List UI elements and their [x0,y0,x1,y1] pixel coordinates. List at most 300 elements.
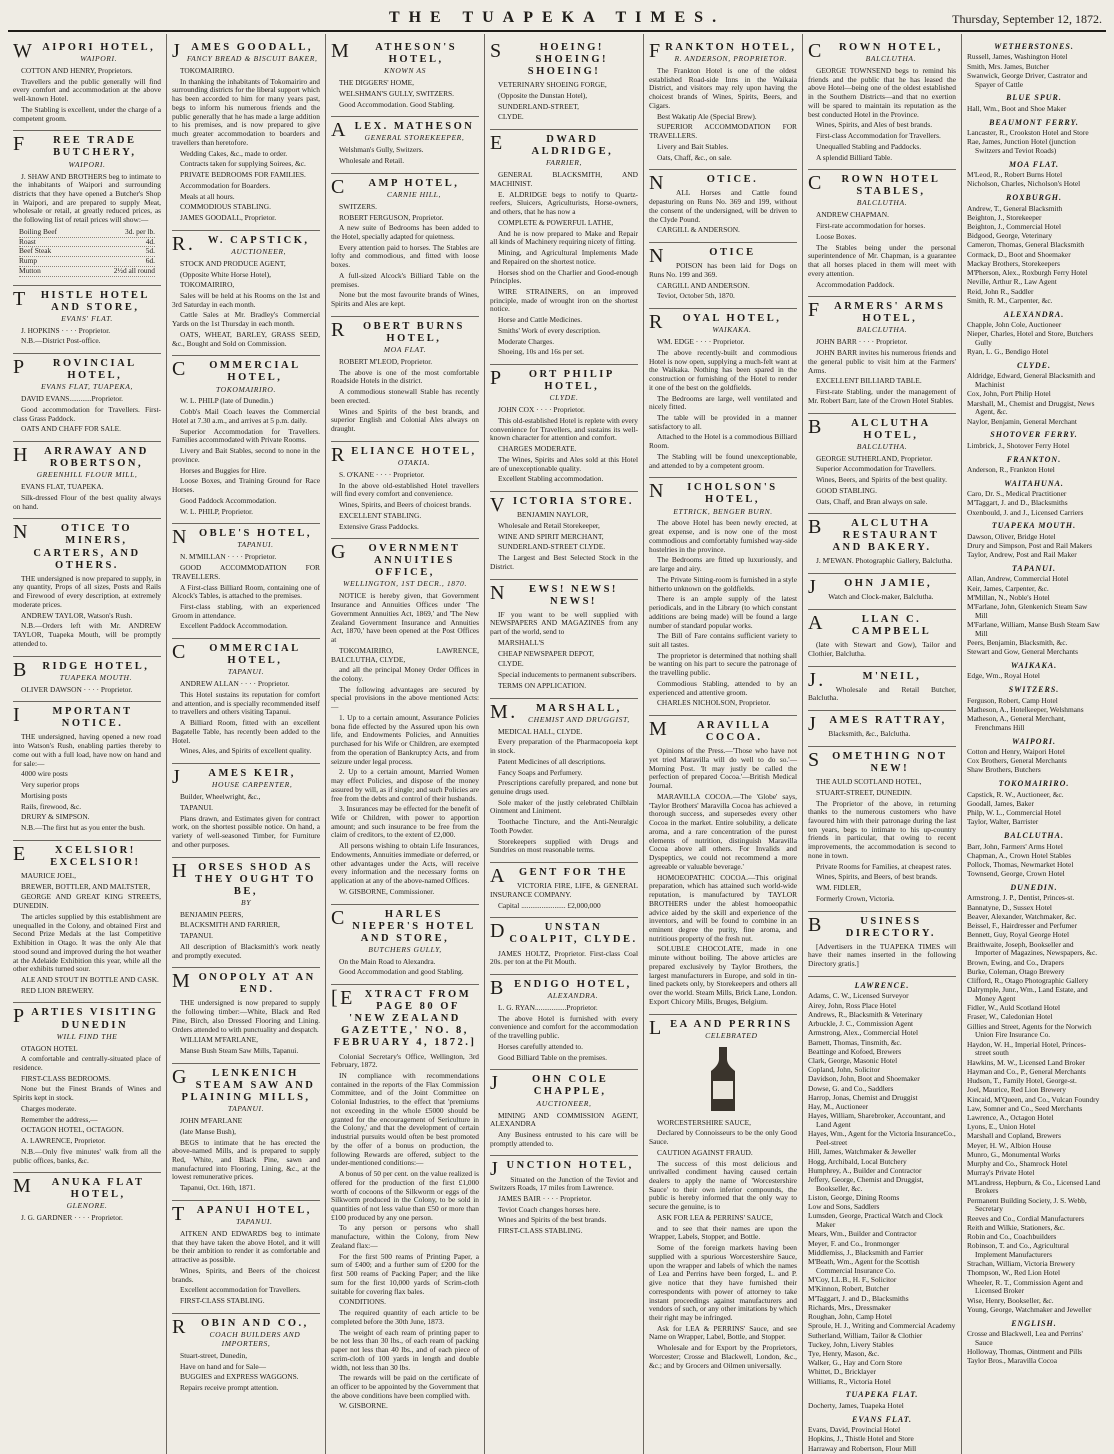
ad-text: Good Billiard Table on the premises. [498,1052,607,1062]
ad-text: Horses carefully attended to. [498,1041,583,1051]
advertisement [649,309,797,478]
directory-entry: Barnett, Thomas, Tinsmith, &c. [808,1037,902,1047]
masthead [8,6,1106,32]
ad-heading: JAMES KEIR, [172,766,296,789]
ad-heading: EDWARD ALDRIDGE, [490,132,614,158]
directory-section [967,193,1101,306]
ad-body [172,1352,320,1393]
ad-body [490,1176,638,1236]
advertisement [13,131,161,285]
ad-text: The articles supplied by this establishment are unequalled in the Colony, and obtained First and Second Prize Medals at the last Competitive Exhibition in Otago. It was the only Ale that stood sound and improved during the hot weather at the Adelaide Exhibition this year, while all the other exhibits turned sour. [13,911,161,974]
advertisement [808,610,956,667]
directory-entry: Naylor, Benjamin, General Merchant [967,416,1077,426]
ad-subheading: ALEXANDRA. [547,991,599,1001]
ad-text: VETERINARY SHOEING FORGE, [498,80,607,90]
ad-body [13,733,161,832]
directory-entry: Andrews, R., Blacksmith & Veterinary [808,1009,923,1019]
directory-entry: Aldridge, Edward, General Blacksmith and Machinist [967,371,1096,390]
ad-subheading: CHEMIST AND DRUGGIST, [527,714,630,724]
advertisement [808,170,956,297]
directory-entry: Limbrick, J., Shotover Ferry Hotel [967,440,1070,450]
ad-text: Wines, Beers, and Spirits of the best quality. [816,475,947,485]
ad-text: The required quantity of each article to be completed before the 30th June, 1873. [331,1308,479,1326]
directory-entry: Bidgood, George, Veterinary [967,231,1053,241]
advertisement [490,975,638,1070]
directory-entry: Caro, Dr. S., Medical Practitioner [967,489,1067,499]
ad-subheading: MOA FLAT. [383,344,427,354]
ad-text: And he is now prepared to Make and Repair all kinds of Machinery requiring nicety of fitting. [490,228,638,247]
ad-heading: JAMES RATTRAY, [808,713,947,736]
ad-text: Excellent accommodation for Travellers. [180,1285,301,1295]
ad-text: All description of Blacksmith's work neatly and promptly executed. [172,941,320,960]
directory-entry: Wise, Henry, Bookseller, &c. [967,1295,1054,1305]
ad-text: A bonus of 50 per cent. on the value realized is offered for the production of the first £1,000 worth of cocoons of the Silkworm or eggs of the Silkworm produced in the Colony, to be sold in quantities of not less value than £50 or more than £100 produced by any one person. [331,1169,479,1222]
ad-body [490,511,638,571]
directory-town: EVANS FLAT. [852,1414,912,1424]
directory-section [967,521,1101,560]
ad-subheading: KNOWN AS [383,66,426,76]
ad-heading: NICHOLSON'S HOTEL, [649,480,778,506]
ad-text: None but the Finest Brands of Wines and Spirits kept in stock. [13,1084,161,1103]
directory-town: FRANKTON. [1006,454,1062,464]
ad-text: J. G. GARDNER · · · · Proprietor. [21,1213,123,1223]
advertisement [13,1173,161,1230]
ad-body [13,575,161,649]
ad-text: W. GISBORNE. [339,1401,388,1411]
advertisement [331,117,479,173]
price-value: 3d. per lb. [125,226,155,236]
advertisement [172,639,320,764]
ad-text: and all the principal Money Order Offices in the colony. [331,665,479,683]
directory-entry: Smith, R. M., Carpenter, &c. [967,295,1053,305]
directory-entry: Fidler, W., Auld Scotland Hotel [967,1003,1061,1013]
ad-text: The rewards will be paid on the certificate of an officer to be appointed by the Government that the above conditions have been complied with. [331,1373,479,1400]
ad-heading: VICTORIA STORE. [490,494,634,517]
ad-text: The above recently-built and commodious Hotel is now open, supplying a much-felt want at the Waikaka. Nothing has been spared in the construction or furnishing of the Hotel to render it one of the best on the goldfields. [649,347,797,392]
ad-text: Accommodation for Boarders. [180,180,271,190]
price-value: 4d. [145,236,155,246]
ad-text: (late with Stewart and Gow), Tailor and Clothier, Balclutha. [808,640,956,658]
ad-text: SUNDERLAND-STREET CLYDE. [498,542,606,552]
directory-entry: Hayes, Wm., Agent for the Victoria InsuranceCo., Peel-street [808,1129,956,1148]
directory-entry: Burke, Coleman, Otago Brewery [967,966,1065,976]
ad-text: OLIVER DAWSON · · · · Proprietor. [21,684,133,694]
ad-text: JOHN BARR · · · · Proprietor. [816,337,908,347]
ad-heading: ALEX. MATHESON [331,119,475,142]
ad-text: None but the most favourite brands of Wines, Spirits and Ales are kept. [331,290,479,309]
directory-town: ROXBURGH. [1006,193,1062,203]
ad-text: TOKOMAIRIRO, [180,280,235,290]
directory-town: BEAUMONT FERRY. [989,117,1079,127]
ad-text: Any Business entrusted to his care will be promptly attended to. [490,1129,638,1148]
ad-body [649,747,797,1006]
directory-entry: Haydon, W. H., Imperial Hotel, Princes-street south [967,1039,1087,1058]
ad-text: The following advantages are secured by special provisions in the above mentioned Acts:— [331,684,479,712]
ad-text: J. M'EWAN. Photographic Gallery, Balclutha. [816,556,953,566]
ad-body [649,1119,797,1371]
ad-body [172,1117,320,1193]
ad-heading: GLENKENICH STEAM SAW AND PLAINING MILLS, [172,1065,316,1104]
directory-entry: Clifford, R., Otago Photographic Gallery [967,975,1089,985]
ad-body [649,189,797,235]
ad-text: A comfortable and centrally-situated place of residence. [13,1054,161,1072]
advertisement [808,711,956,747]
ad-text: SUNDERLAND-STREET, [498,101,579,111]
ad-text: BENJAMIN PEERS, [180,909,244,919]
directory-entry: Wheeler, R. T., Commission Agent and Licensed Broker [967,1277,1083,1296]
advertisement [13,657,161,703]
ad-subheading: EVANS FLAT, TUAPEKA, [40,382,133,392]
ad-text: MEDICAL HALL, CLYDE. [498,726,583,736]
ad-heading: THISTLE HOTEL AND STORE, [13,287,150,313]
ad-text: JOHN BARR invites his numerous friends and the general public to visit him at the Farmers' Arms. [808,348,956,375]
ad-body [13,872,161,996]
ad-text: 1. Up to a certain amount, Assurance Policies bona fide effected by the Assured upon his own life, and Endowments Policies, and Annuities purchased for his Wife or Children, are exempted from the operation of Bankruptcy Acts, and from seizure under legal process. [331,712,479,766]
directory-entry: Meyer, H. W., Albion House [967,1140,1052,1150]
issue-date: Thursday, September 12, 1872. [952,12,1102,26]
directory-entry: Hill, James, Watchmaker & Jeweller [808,1147,917,1157]
ad-text: Commodious Stabling, attended to by an experienced and attentive groom. [649,678,797,697]
ad-subheading: BY [240,897,252,907]
ad-text: Oats, Chaff, &c., on sale. [657,152,732,162]
ad-text: N.B.—Only five minutes' walk from all the public offices, banks, &c. [13,1146,161,1165]
ad-body [490,950,638,967]
directory-entry: Nicholson, Charles, Nicholson's Hotel [967,179,1081,189]
ad-heading: PROVINCIAL HOTEL, [13,356,137,382]
ad-text: The success of this most delicious and unrivalled condiment having caused certain dealers to apply the name of 'Worcestershire Sauce' to their own inferior compounds, the public is hereby informed that the only way to secure the genuine, is to [649,1158,797,1212]
advertisement [172,764,320,857]
directory-entry: Robin and Co., Coachbuilders [967,1232,1057,1242]
directory-section [967,455,1101,475]
directory-entry: Lumsden, George, Practical Watch and Clock Maker [808,1211,943,1230]
ad-text: Cattle Sales at Mr. Bradley's Commercial Yards on the 1st Thursday in each month. [172,310,320,329]
ad-text: EXCELLENT BILLIARD TABLE. [816,376,922,386]
directory-entry: Capstick, R. W., Auctioneer, &c. [967,789,1064,799]
directory-entry: Meyer, F. and Co., Ironmonger [808,1238,900,1248]
ad-text: Excellent Stabling accommodation. [498,474,604,484]
ad-text: TOKOMAIRIRO. [180,66,235,76]
directory-section [967,564,1101,657]
ad-text: First-class Accommodation for Travellers. [816,131,941,141]
directory-entry: Reid, John R., Saddler [967,286,1034,296]
advertisement [649,478,797,716]
directory-section [967,831,1101,879]
directory-entry: Hall, Wm., Boot and Shoe Maker [967,103,1067,113]
directory-entry: Keir, James, Carpenter, &c. [967,583,1049,593]
ad-text: WORCESTERSHIRE SAUCE, [657,1117,752,1127]
ad-text: GEORGE AND GREAT KING STREETS, DUNEDIN. [13,892,161,911]
ad-text: Horses and Buggies for Hire. [180,465,267,475]
ad-heading: MONOPOLY AT AN END. [172,970,316,996]
directory-entry: M'Kinnon, Robert, Butcher [808,1284,889,1294]
ad-subheading: TAPANUI. [236,1216,273,1226]
ad-subheading: GLENORE. [66,1201,108,1211]
ad-text: L. G. RYAN.................Proprietor. [498,1003,598,1013]
directory-section [967,430,1101,450]
ad-text: S. O'KANE · · · · Proprietor. [339,469,425,479]
ad-heading: SHOEING! SHOEING! SHOEING! [490,40,609,78]
directory-entry: Hawkins, M. W., Licensed Land Broker [967,1057,1086,1067]
ad-body [13,1045,161,1166]
ad-subheading: TOKOMAIRIRO. [215,384,276,394]
ad-text: Superior Accommodation for Travellers. Families accommodated with Private Rooms. [172,426,320,445]
directory-town: CLYDE. [1017,360,1051,370]
directory-entry: Evans, David, Provincial Hotel [808,1425,901,1435]
ad-text: FIRST-CLASS STABLING. [180,1296,265,1306]
ad-text: The Bedrooms are fitted up luxuriously, and are large and airy. [649,555,797,574]
ad-text: ALE AND STOUT IN BOTTLE AND CASK. [21,974,159,984]
ad-heading: IMPORTANT NOTICE. [13,704,133,730]
ad-text: THE DIGGERS' HOME, [339,78,415,88]
directory-entry: Hudson, T., Family Hotel, George-st. [967,1076,1077,1086]
directory-entry: Adams, C. W., Licensed Surveyor [808,991,909,1001]
ad-subheading: BUTCHERS GULLY, [368,944,442,954]
ad-text: Unequalled Stabling and Paddocks. [816,141,922,151]
ad-text: J. SHAW AND BROTHERS beg to intimate to the inhabitants of Waipori and surrounding districts that they have opened a Butcher's Shop in Waipori, and are prepared to supply Meat, wholesale or retail, at greatly reduced prices, as the following list of retail prices will show:— [13,171,161,225]
ad-body [13,483,161,511]
directory-entry: Townsend, George, Crown Hotel [967,869,1065,879]
ad-heading: TAPANUI HOTEL, [172,1202,312,1225]
ad-body [172,397,320,516]
ad-text: Remember the address,— [21,1114,98,1124]
ad-subheading: BALCLUTHA. [865,54,917,64]
ad-text: WELSHMAN'S GULLY, SWITZERS. [339,88,455,98]
ad-heading: CROWN HOTEL STABLES, [808,172,941,198]
ad-text: GEORGE SUTHERLAND, Proprietor. [816,453,933,463]
ad-subheading: FARRIER, [545,158,583,168]
advertisement [490,365,638,492]
directory-town: BALCLUTHA. [1003,831,1064,841]
ad-text: Very superior props [21,780,80,790]
ad-subheading: EVANS' FLAT. [61,313,113,323]
ad-subheading: HOUSE CARPENTER, [211,780,293,790]
directory-entry: Middlemiss, J., Blacksmith and Farrier [808,1247,924,1257]
ad-text: BLACKSMITH AND FARRIER, [180,920,280,930]
ad-body [649,67,797,162]
ad-text: Loose Boxes. [816,231,857,241]
directory-entry: Goodall, James, Baker [967,798,1034,808]
directory-entry: Mears, Wm., Builder and Contractor [808,1229,917,1239]
ad-text: TAPANUI. [180,931,214,941]
ad-body [172,553,320,631]
directory-town: SHOTOVER FERRY. [990,430,1078,440]
ad-heading: SOMETHING NOT NEW! [808,748,948,774]
directory-entry: Bennett, Guy, Royal George Hotel [967,930,1070,940]
directory-entry: Russell, James, Washington Hotel [967,52,1068,62]
advertisement [490,1156,638,1242]
ad-body [172,67,320,223]
ad-text: Tapanui, Oct. 16th, 1871. [180,1183,256,1193]
ad-text: Wholesale and Retail Butcher, Balclutha. [808,684,956,703]
ad-text: JOHN COX · · · · Proprietor. [498,405,585,415]
price-list [19,228,155,277]
ad-text: Charges moderate. [21,1103,77,1113]
ad-heading: JAMES GOODALL, [172,40,314,62]
ad-text: N.B.—The first hut as you enter the bush. [21,823,145,833]
advertisement [808,912,956,977]
directory-entry: Sproule, H. J., Writing and Commercial Academy [808,1321,956,1331]
ad-text: Blacksmith, &c., Balclutha. [828,729,911,739]
ad-body [808,778,956,904]
ad-body [808,730,956,739]
ad-text: IF you want to be well supplied with NEWSPAPERS AND MAGAZINES from any part of the world, send to [490,609,638,637]
advertisement [331,985,479,1418]
ad-subheading: TAPANUI. [237,540,274,550]
ad-text: COMMODIOUS STABLING. [180,202,271,212]
advertisement [13,519,161,656]
ad-text: ALL Horses and Cattle found depasturing on Runs No. 369 and 199, without the consent of the undersigned, will be driven to the Clyde Pound. [649,188,797,224]
ad-text: The Stabling is excellent, under the charge of a competent groom. [13,104,161,123]
ad-text: TOKOMAIRIRO, LAWRENCE, BALCLUTHA, CLYDE, [331,645,479,664]
ad-text: Horses shod on the Charlier and Good-enough Principles. [490,267,638,286]
directory-entry: Dowse, G. and Co., Saddlers [808,1083,894,1093]
ad-text: Formerly Crown, Victoria. [816,893,895,903]
directory-entry: Thompson, W., Red Lion Hotel [967,1268,1060,1278]
directory-entry: Chapple, John Cole, Auctioneer [967,320,1062,330]
ad-text: E. ALDRIDGE begs to notify to Quartz-reefers, Sluicers, Agriculturists, Horse-owners, and others, that he has now a [490,189,638,217]
ad-body [13,1214,161,1223]
ad-text: Have on hand and for Sale— [180,1361,266,1371]
ad-text: IN compliance with recommendations contained in the reports of the Flax Commission Committee, and of the Joint Committee on Colonial Industries, to the effect that 'premiums not exceeding in the whole £5000 should be granted for the encouragement of Sericulture in the Colony,' and that the development of certain industrial pursuits would often be best promoted by the offer of a bonus on production, the following Rewards are offered, subject to the under-mentioned conditions:— [331,1071,479,1168]
ad-subheading: CARNIE HILL, [386,189,441,199]
advertisement [331,539,479,904]
directory-entry: Andrew, T., General Blacksmith [967,203,1063,213]
ad-subheading: OTAKIA. [397,457,430,467]
directory-entry: Matheson, A., Hotelkeeper, Welshmans [967,704,1084,714]
ad-text: JOHN M'FARLANE [180,1116,243,1126]
ad-text: The Bill of Fare contains sufficient variety to suit all tastes. [649,631,797,650]
advertisement [172,356,320,524]
directory-town: MOA FLAT. [1008,159,1060,169]
ad-subheading: ETTRICK, BENGER BURN. [673,506,773,516]
directory-entry: Bannatyne, D., Sussex Hotel [967,902,1052,912]
advertisement [490,130,638,365]
directory-entry: Anderson, R., Frankton Hotel [967,464,1055,474]
directory-entry: Murphy and Co., Shamrock Hotel [967,1159,1068,1169]
ad-subheading: GENERAL STOREKEEPER, [364,133,465,143]
advertisement [808,514,956,574]
advertisement [490,492,638,579]
directory-entry: Beighton, J., Commercial Hotel [967,222,1062,231]
advertisement [808,667,956,712]
ad-text: WM. EDGE · · · · Proprietor. [657,337,745,347]
ad-text: The Stabling will be found unexceptionable, and attended to by a competent groom. [649,451,797,470]
advertisement [13,702,161,840]
directory-section [808,1390,956,1410]
ad-text: BENJAMIN NAYLOR, [516,510,589,520]
ad-heading: BRIDGE HOTEL, [13,658,150,681]
advertisement [331,317,479,442]
ad-text: Capital ........................ £2,000,000 [498,900,601,910]
ad-text: Builder, Wheelwright, &c., [180,792,261,802]
advertisement [490,863,638,918]
ad-heading: CROWN HOTEL, [808,40,943,62]
directory-entry: Matheson, A., General Merchant, Frenchmans Hill [967,714,1066,732]
ad-text: The Private Sitting-room is furnished in a style hitherto unknown on the goldfields. [649,574,797,593]
ad-text: A splendid Billiard Table. [816,152,893,162]
ad-text: Ask for LEA & PERRINS' Sauce, and see Name on Wrapper, Label, Bottle, and Stopper. [649,1323,797,1342]
ad-body [649,519,797,708]
ad-text: Wines, Ales, and Spirits of excellent quality. [180,746,312,756]
ad-text: W. GISBORNE, Commissioner. [339,886,435,896]
advertisement [172,524,320,639]
ad-text: The Largest and Best Selected Stock in the District. [490,553,638,571]
directory-entry: Low and Sons, Saddlers [808,1202,880,1212]
ad-body [172,999,320,1055]
directory-entry: Williams, R., Victoria Hotel [808,1376,891,1386]
ad-subheading: WAIKAKA. [712,325,752,335]
directory-section [967,1319,1101,1366]
ad-text: Smiths' Work of every description. [498,325,601,335]
ad-text: Wholesale and Retail Storekeeper, [498,520,600,530]
directory-entry: Robinson, T. and Co., Agricultural Implement Manufacturers [967,1241,1069,1260]
ad-text: For the first 500 reams of Printing Paper, a sum of £400; and a further sum of £200 for the first 500 reams of Packing Paper; and the like sum for the first 10,000 yards of Scrim-cloth suitable for covering flax bales. [331,1251,479,1296]
price-value: 2½d all round [113,265,155,275]
ad-body [13,173,161,225]
ad-text: A First-class Billiard Room, containing one of Alcock's Tables, is attached to the premises. [172,582,320,601]
directory-entry: Dalrymple, Junr., Wm., Land Estate, and Money Agent [967,985,1088,1003]
ad-text: (late Manse Bush), [180,1126,237,1136]
directory-entry: Oxenbould, J. and J., Licensed Carriers [967,507,1084,517]
directory-entry: Lancaster, R., Crookston Hotel and Store [967,127,1089,137]
ad-text: MARAVILLA COCOA.—The 'Globe' says, 'Taylor Brothers' Maravilla Cocoa has achieved a thorough success, and supersedes every other Cocoa in the market. Entire solubility, a delicate aroma, and a rare concentration of the purest elements of nutrition, distinguish Maravilla Cocoa above all others. For Invalids and Dyspeptics, we could not recommend a more agreeable or valuable beverage.' [649,791,797,871]
directory-section [967,42,1101,89]
price-row [19,228,155,238]
ad-text: N. M'MILLAN · · · · Proprietor. [180,552,277,562]
ad-body [331,958,479,977]
ad-text: WM. FIDLER, [816,883,861,893]
ad-text: WILLIAM M'FARLANE, [180,1035,258,1045]
directory-entry: Davidson, John, Boot and Shoemaker [808,1074,920,1084]
column-6 [803,34,962,1454]
ad-text: WINE AND SPIRIT MERCHANT, [498,531,604,541]
directory-entry: Walker, G., Hay and Corn Store [808,1358,903,1368]
ad-text: Opinions of the Press.—'Those who have not yet tried Maravilla will do well to do so.'—Morning Post. 'It may justly be called the perfection of prepared Cocoa.'—British Medical Journal. [649,746,797,791]
advertisement [172,968,320,1064]
ad-body [490,171,638,357]
ad-body [490,81,638,122]
ad-text: Horse and Cattle Medicines. [498,315,583,325]
advertisement [808,297,956,413]
ad-heading: HORSES SHOD AS THEY OUGHT TO BE, [172,859,316,897]
ad-text: and to see that their names are upon the Wrapper, Labels, Stopper, and Bottle. [649,1223,797,1242]
directory-entry: Crosse and Blackwell, Lea and Perrins' Sauce [967,1329,1083,1347]
advertisement [490,38,638,130]
advertisement [331,442,479,539]
directory-entry: Cotton and Henry, Waipori Hotel [967,746,1065,756]
ad-text: Some of the foreign markets having been supplied with a spurious Worcestershire Sauce, upon the wrapper and labels of which the names of Lea and Perrins have been forged, L. and P. give notice that they have furnished their correspondents with power of attorney to take instant proceedings against manufacturers and vendors of such, or any other imitations by which their right may be infringed. [649,1243,797,1323]
directory-entry: Ferguson, Robert, Camp Hotel [967,695,1058,705]
ad-text: Wines and Spirits of the best brands, and superior English and Colonial Ales always on draught. [331,406,479,434]
ad-text: First-rate accommodation for horses. [816,221,926,231]
ad-body [808,557,956,566]
ad-text: ANDREW CHAPMAN. [816,210,889,220]
directory-entry: Law, Somner and Co., Seed Merchants [967,1103,1083,1113]
ad-text: GOOD STABLING. [816,485,877,495]
directory-entry: Shaw Brothers, Butchers [967,765,1041,775]
ad-heading: DUNSTAN COALPIT, CLYDE. [490,920,638,946]
ad-body [808,211,956,289]
ad-body [172,680,320,756]
ad-text: TERMS ON APPLICATION. [498,680,587,690]
ad-text: Prescriptions carefully prepared, and none but genuine drugs used. [490,778,638,796]
ad-heading: MATHESON'S HOTEL, [331,40,458,66]
ad-subheading: FANCY BREAD & BISCUIT BAKER, [186,54,318,64]
ad-text: (Opposite White Horse Hotel), [180,269,271,279]
ad-text: MARSHALL'S [498,637,545,647]
directory-entry: Fraser, W., Caledonian Hotel [967,1012,1053,1022]
ad-heading: JUNCTION HOTEL, [490,1158,634,1181]
